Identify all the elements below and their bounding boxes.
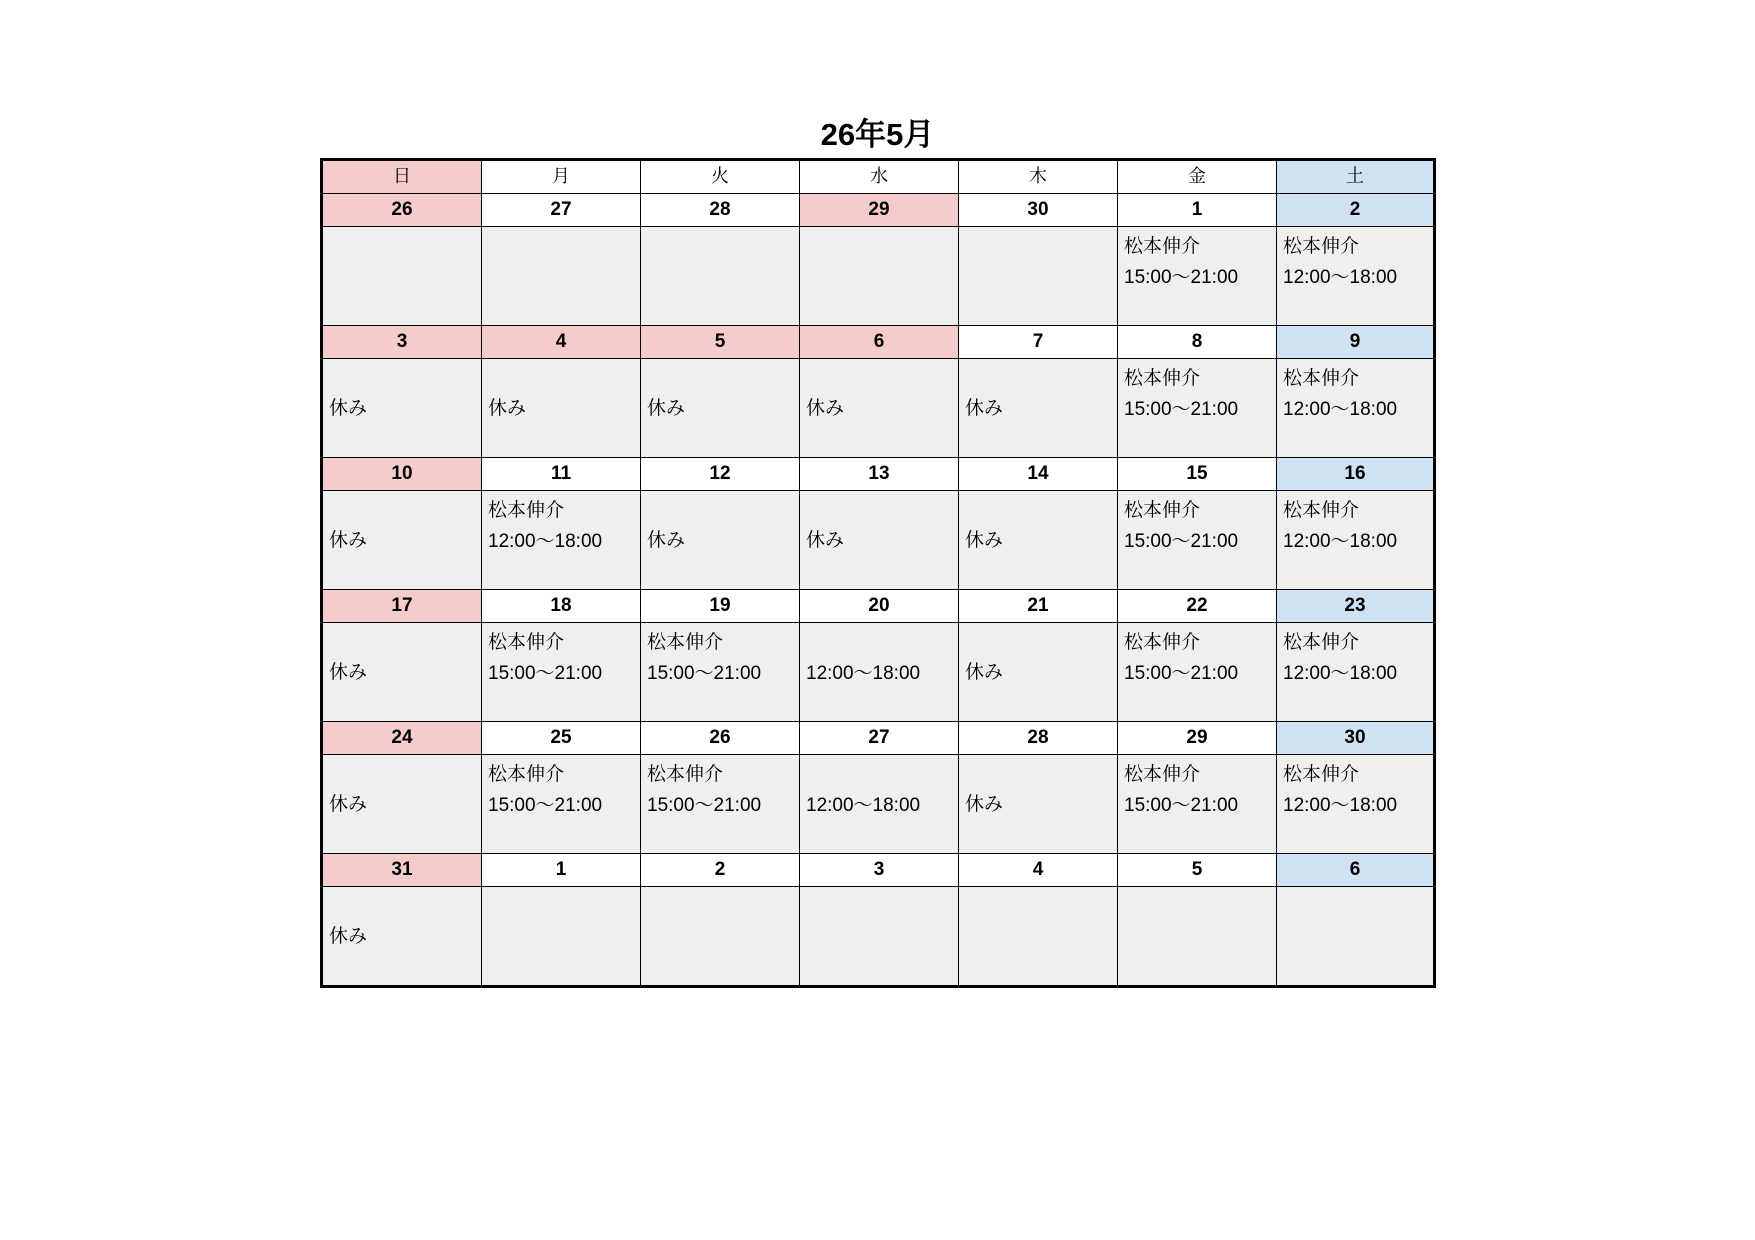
- staff-name: 松本伸介: [1124, 367, 1201, 389]
- shift-time: 15:00～21:00: [1124, 399, 1239, 420]
- date-row: [323, 326, 1433, 359]
- date-number: 19: [641, 590, 800, 622]
- shift-time: 15:00～21:00: [1124, 795, 1239, 816]
- weekday-sunday: 日: [323, 161, 482, 193]
- day-cell[interactable]: [1118, 491, 1277, 589]
- weekday-saturday: 土: [1277, 161, 1433, 193]
- day-cell[interactable]: [1118, 755, 1277, 853]
- day-cell[interactable]: [1118, 887, 1277, 985]
- date-number: 16: [1277, 458, 1433, 490]
- staff-name: 松本伸介: [1283, 631, 1360, 653]
- day-cell[interactable]: [959, 359, 1118, 457]
- staff-name: 松本伸介: [1283, 367, 1360, 389]
- date-number: 7: [959, 326, 1118, 358]
- date-number: 27: [482, 194, 641, 226]
- day-cell[interactable]: [482, 887, 641, 985]
- weekday-thursday: 木: [959, 161, 1118, 193]
- schedule-row: [323, 359, 1433, 458]
- day-cell[interactable]: [1277, 359, 1433, 457]
- shift-time: 12:00～18:00: [1283, 531, 1398, 552]
- staff-name: 松本伸介: [1124, 763, 1201, 785]
- day-cell[interactable]: [959, 755, 1118, 853]
- date-number: 4: [482, 326, 641, 358]
- day-off-label: 休み: [965, 661, 1004, 683]
- day-cell[interactable]: [1118, 623, 1277, 721]
- date-number: 25: [482, 722, 641, 754]
- date-number: 9: [1277, 326, 1433, 358]
- weekday-tuesday: 火: [641, 161, 800, 193]
- date-number: 1: [482, 854, 641, 886]
- day-cell[interactable]: [800, 359, 959, 457]
- day-cell[interactable]: [323, 227, 482, 325]
- staff-name: 松本伸介: [1124, 499, 1201, 521]
- date-number: 28: [959, 722, 1118, 754]
- day-off-label: 休み: [647, 529, 686, 551]
- day-cell[interactable]: [959, 623, 1118, 721]
- day-cell[interactable]: [641, 623, 800, 721]
- date-number: 24: [323, 722, 482, 754]
- calendar-week: [323, 326, 1433, 458]
- day-off-label: 休み: [806, 529, 845, 551]
- staff-name: 松本伸介: [488, 763, 565, 785]
- calendar-title: 26年5月: [820, 117, 935, 152]
- date-number: 6: [800, 326, 959, 358]
- staff-name: 松本伸介: [488, 499, 565, 521]
- shift-time: 12:00～18:00: [806, 795, 921, 816]
- date-row: [323, 722, 1433, 755]
- date-number: 2: [641, 854, 800, 886]
- shift-time: 15:00～21:00: [488, 795, 603, 816]
- date-row: [323, 590, 1433, 623]
- shift-time: 12:00～18:00: [488, 531, 603, 552]
- day-off-label: 休み: [329, 529, 368, 551]
- date-number: 12: [641, 458, 800, 490]
- day-cell[interactable]: [641, 887, 800, 985]
- date-row: [323, 194, 1433, 227]
- shift-time: 12:00～18:00: [1283, 399, 1398, 420]
- date-number: 18: [482, 590, 641, 622]
- date-number: 5: [1118, 854, 1277, 886]
- day-cell[interactable]: [323, 623, 482, 721]
- day-off-label: 休み: [329, 661, 368, 683]
- day-cell[interactable]: [800, 491, 959, 589]
- day-cell[interactable]: [1118, 359, 1277, 457]
- day-cell[interactable]: [641, 227, 800, 325]
- shift-time: 15:00～21:00: [647, 795, 762, 816]
- shift-time: 15:00～21:00: [488, 663, 603, 684]
- shift-time: 15:00～21:00: [1124, 267, 1239, 288]
- day-off-label: 休み: [329, 793, 368, 815]
- weekday-monday: 月: [482, 161, 641, 193]
- weekday-header-row: [323, 161, 1433, 194]
- date-number: 2: [1277, 194, 1433, 226]
- day-cell[interactable]: [323, 887, 482, 985]
- date-number: 26: [323, 194, 482, 226]
- staff-name: 松本伸介: [1283, 763, 1360, 785]
- day-cell[interactable]: [959, 227, 1118, 325]
- day-off-label: 休み: [647, 397, 686, 419]
- day-cell[interactable]: [1277, 491, 1433, 589]
- date-number: 3: [323, 326, 482, 358]
- shift-time: 12:00～18:00: [806, 663, 921, 684]
- day-cell[interactable]: [1277, 227, 1433, 325]
- date-row: [323, 854, 1433, 887]
- day-off-label: 休み: [965, 397, 1004, 419]
- schedule-row: [323, 755, 1433, 854]
- date-number: 8: [1118, 326, 1277, 358]
- date-number: 4: [959, 854, 1118, 886]
- day-cell[interactable]: [800, 755, 959, 853]
- shift-time: 15:00～21:00: [647, 663, 762, 684]
- day-cell[interactable]: [800, 227, 959, 325]
- day-cell[interactable]: [641, 755, 800, 853]
- date-number: 30: [1277, 722, 1433, 754]
- day-cell[interactable]: [959, 887, 1118, 985]
- day-cell[interactable]: [482, 491, 641, 589]
- day-cell[interactable]: [323, 491, 482, 589]
- date-number: 20: [800, 590, 959, 622]
- day-cell[interactable]: [482, 359, 641, 457]
- weekday-friday: 金: [1118, 161, 1277, 193]
- date-number: 22: [1118, 590, 1277, 622]
- date-number: 29: [800, 194, 959, 226]
- date-number: 5: [641, 326, 800, 358]
- day-off-label: 休み: [329, 397, 368, 419]
- date-number: 17: [323, 590, 482, 622]
- staff-name: 松本伸介: [1124, 235, 1201, 257]
- date-number: 14: [959, 458, 1118, 490]
- shift-time: 12:00～18:00: [1283, 267, 1398, 288]
- date-number: 3: [800, 854, 959, 886]
- staff-name: 松本伸介: [647, 631, 724, 653]
- date-number: 13: [800, 458, 959, 490]
- shift-time: 12:00～18:00: [1283, 663, 1398, 684]
- date-number: 6: [1277, 854, 1433, 886]
- date-number: 11: [482, 458, 641, 490]
- day-cell[interactable]: [1118, 227, 1277, 325]
- date-number: 23: [1277, 590, 1433, 622]
- day-off-label: 休み: [329, 925, 368, 947]
- date-number: 26: [641, 722, 800, 754]
- day-cell[interactable]: [482, 227, 641, 325]
- day-cell[interactable]: [959, 491, 1118, 589]
- day-off-label: 休み: [965, 793, 1004, 815]
- day-cell[interactable]: [1277, 887, 1433, 985]
- day-cell[interactable]: [323, 359, 482, 457]
- staff-name: 松本伸介: [1283, 235, 1360, 257]
- date-number: 31: [323, 854, 482, 886]
- day-cell[interactable]: [800, 887, 959, 985]
- calendar-week: [323, 194, 1433, 326]
- date-number: 21: [959, 590, 1118, 622]
- staff-name: 松本伸介: [1283, 499, 1360, 521]
- staff-name: 松本伸介: [647, 763, 724, 785]
- shift-time: 15:00～21:00: [1124, 663, 1239, 684]
- shift-time: 12:00～18:00: [1283, 795, 1398, 816]
- day-cell[interactable]: [641, 491, 800, 589]
- calendar-week: [323, 854, 1433, 986]
- date-row: [323, 458, 1433, 491]
- day-cell[interactable]: [323, 755, 482, 853]
- day-cell[interactable]: [482, 623, 641, 721]
- staff-name: 松本伸介: [1124, 631, 1201, 653]
- calendar-week: [323, 722, 1433, 854]
- schedule-row: [323, 491, 1433, 590]
- date-number: 1: [1118, 194, 1277, 226]
- day-off-label: 休み: [965, 529, 1004, 551]
- date-number: 27: [800, 722, 959, 754]
- date-number: 29: [1118, 722, 1277, 754]
- day-cell[interactable]: [800, 623, 959, 721]
- day-cell[interactable]: [1277, 755, 1433, 853]
- schedule-row: [323, 623, 1433, 722]
- staff-name: 松本伸介: [488, 631, 565, 653]
- day-cell[interactable]: [482, 755, 641, 853]
- weekday-wednesday: 水: [800, 161, 959, 193]
- calendar-week: [323, 458, 1433, 590]
- day-off-label: 休み: [806, 397, 845, 419]
- date-number: 15: [1118, 458, 1277, 490]
- calendar-week: [323, 590, 1433, 722]
- schedule-row: [323, 227, 1433, 326]
- shift-time: 15:00～21:00: [1124, 531, 1239, 552]
- day-cell[interactable]: [1277, 623, 1433, 721]
- schedule-row: [323, 887, 1433, 986]
- date-number: 28: [641, 194, 800, 226]
- date-number: 10: [323, 458, 482, 490]
- day-off-label: 休み: [488, 397, 527, 419]
- day-cell[interactable]: [641, 359, 800, 457]
- date-number: 30: [959, 194, 1118, 226]
- monthly-calendar: [320, 158, 1436, 988]
